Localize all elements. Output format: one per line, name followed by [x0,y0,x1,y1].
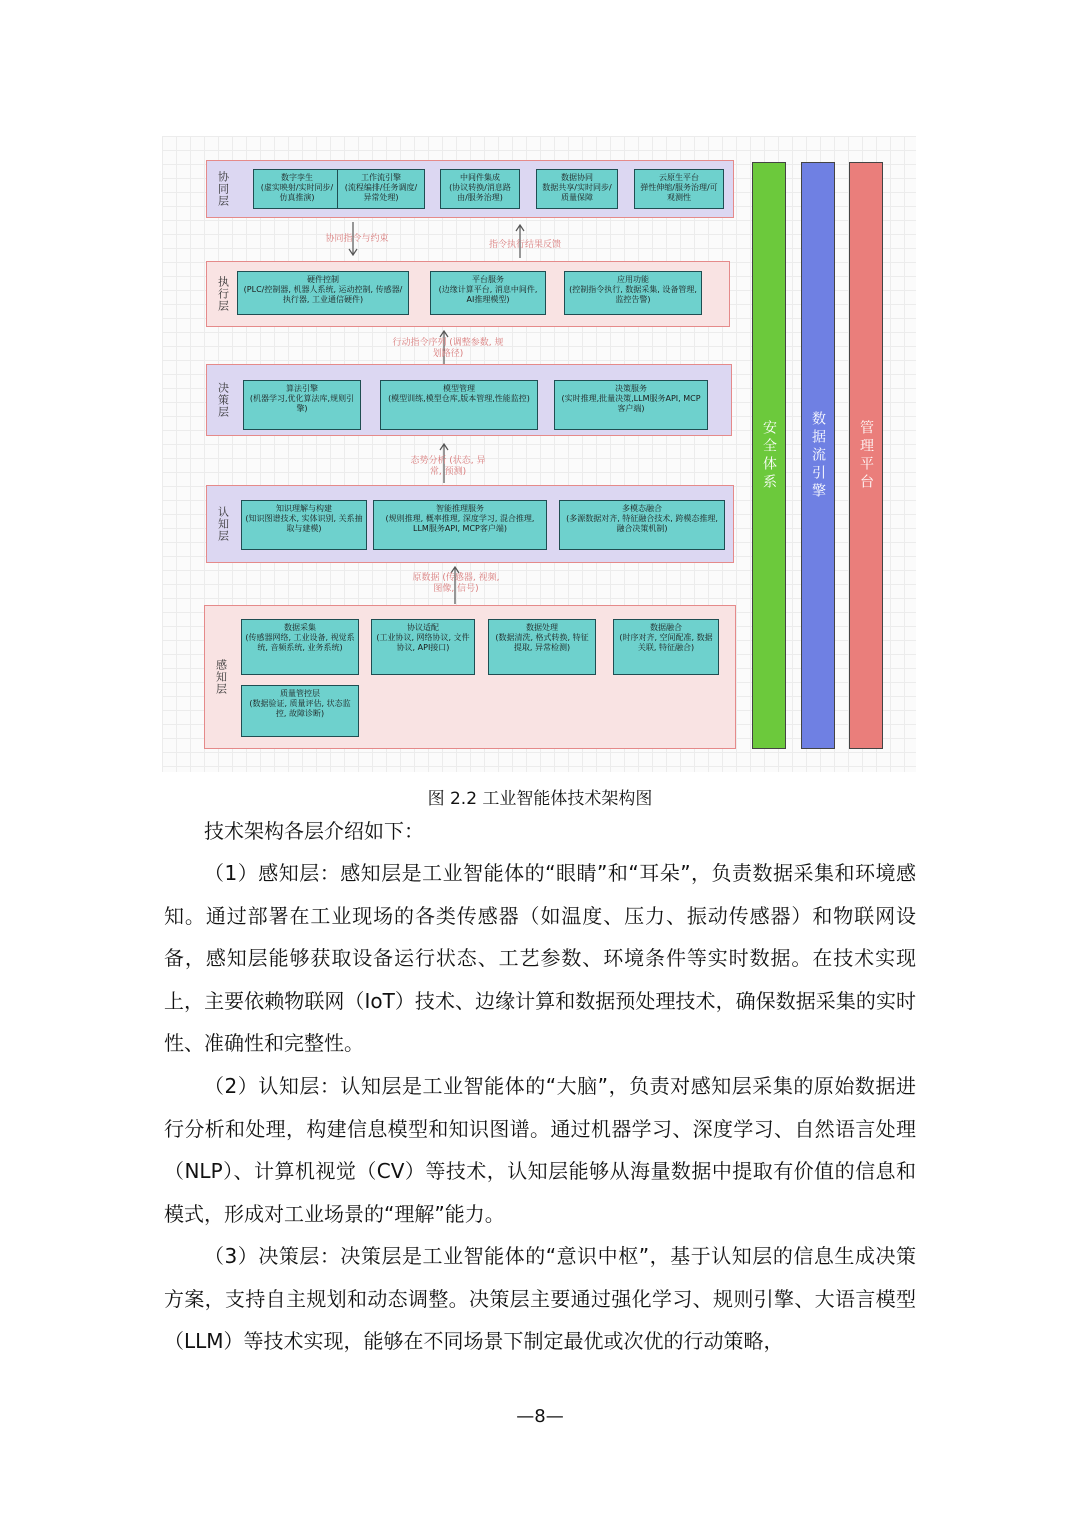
box-title: 模型管理 [443,384,475,393]
box-title: 中间件集成 [460,173,500,182]
box-data-collab [536,169,618,209]
box-title: 决策服务 [615,384,647,393]
box-desc: (知识图谱技术, 实体识别, 关系抽取与建模) [245,514,363,533]
pillar-label: 管理平台 [858,419,874,492]
layer-label: 决策层 [216,382,230,418]
box-title: 云原生平台 [659,173,699,182]
box-title: 算法引擎 [286,384,318,393]
box-desc: 弹性伸缩/服务治理/可观测性 [640,183,718,202]
flow-label-1: 协同指令与约束 [325,234,389,244]
box-desc: (数据验证, 质量评估, 状态监控, 故障诊断) [249,699,351,718]
box-title: 数据处理 [526,623,558,632]
box-data-fusion [613,619,719,675]
flow-label-5: 原数据 (传感器, 视频, 图像, 信号) [412,573,500,594]
box-multimodal [559,500,725,550]
box-desc: (机器学习,优化算法库,规则引擎) [249,394,355,413]
box-algorithm-engine [243,380,361,430]
box-data-processing [488,619,596,675]
box-title: 硬件控制 [307,275,339,284]
box-title: 数据融合 [650,623,682,632]
box-title: 多模态融合 [622,504,662,513]
layer-ganzhi [204,605,736,749]
box-app-function [564,271,702,315]
box-title: 平台服务 [472,275,504,284]
box-desc: (工业协议, 网络协议, 文件协议, API接口) [376,633,470,652]
paragraph-intro: 技术架构各层介绍如下： [204,819,424,843]
box-title: 工作流引擎 [361,173,401,182]
box-title: 协议适配 [407,623,439,632]
box-hardware-control [237,271,409,315]
box-title: 应用功能 [617,275,649,284]
box-data-collection [241,619,359,675]
box-desc: (数据清洗, 格式转换, 特征提取, 异常检测) [495,633,589,652]
pillar-dataflow [801,162,835,749]
pillar-management [849,162,883,749]
box-inference [373,500,547,550]
box-desc: (实时推理,批量决策,LLM服务API, MCP客户端) [561,394,701,413]
paragraph-text: （2）认知层：认知层是工业智能体的“大脑”，负责对感知层采集的原始数据进行分析和处理，构建信息模型和知识图谱。通过机器学习、深度学习、自然语言处理（NLP）、计算机视觉（CV）等技术，认知层能够从海量数据中提取有价值的信息和模式，形成对工业场景的“理解”能力。 [164,1074,916,1226]
box-desc: (边缘计算平台, 消息中间件, AI推理模型) [438,285,538,304]
flow-label-4: 态势分析 (状态, 异常, 预测) [410,456,486,477]
box-quality-control [241,685,359,737]
layer-xietong [206,160,734,218]
box-desc: (模型训练,模型仓库,版本管理,性能监控) [388,394,530,403]
architecture-diagram [162,136,916,772]
layer-label: 认知层 [216,506,230,542]
paragraph-text: （1）感知层：感知层是工业智能体的“眼睛”和“耳朵”，负责数据采集和环境感知。通过部署在工业现场的各类传感器（如温度、压力、振动传感器）和物联网设备，感知层能够获取设备运行状态、工艺参数、环境条件等实时数据。在技术实现上，主要依赖物联网（IoT）技术、边缘计算和数据预处理技术，确保数据采集的实时性、准确性和完整性。 [164,861,916,1055]
layer-juece [206,364,732,436]
box-title: 质量管控层 [280,689,320,698]
box-desc: 数据共享/实时同步/质量保障 [542,183,612,202]
box-desc: (PLC/控制器, 机器人系统, 运动控制, 传感器/执行器, 工业通信硬件) [243,285,403,304]
box-platform-service [430,271,546,315]
box-cloud-native [634,169,724,209]
flow-label-3: 行动指令序列 (调整参数, 规划路径) [392,338,504,359]
page-number: —8— [516,1406,564,1427]
box-decision-service [554,380,708,430]
box-middleware [440,169,520,209]
box-desc: (流程编排/任务调度/异常处理) [344,183,418,202]
box-desc: (传感器网络, 工业设备, 视觉系统, 音频系统, 业务系统) [245,633,355,652]
box-desc: (时序对齐, 空间配准, 数据关联, 特征融合) [619,633,713,652]
box-title: 数据协同 [561,173,593,182]
intro-paragraph [164,810,916,853]
box-digital-twin [253,169,341,209]
pillar-label: 安全体系 [761,419,777,492]
box-title: 智能推理服务 [436,504,484,513]
paragraph-decision [164,1235,916,1363]
box-desc: (协议转换/消息路由/服务治理) [449,183,511,202]
figure-caption: 图 2.2 工业智能体技术架构图 [427,789,653,809]
layer-zhixing [206,261,730,327]
box-protocol-adapter [371,619,475,675]
layer-renzhi [206,485,734,563]
flow-label-2: 指令执行结果反馈 [488,240,561,250]
box-desc: (控制指令执行, 数据采集, 设备管理, 监控告警) [569,285,697,304]
box-workflow-engine [337,169,425,209]
box-title: 知识理解与构建 [276,504,332,513]
box-desc: (规则推理, 概率推理, 深度学习, 混合推理, LLM服务API, MCP客户端) [385,514,535,533]
box-desc: (多源数据对齐, 特征融合技术, 跨模态推理, 融合决策机制) [566,514,718,533]
box-title: 数字孪生 [281,173,313,182]
box-model-management [380,380,538,430]
box-desc: (虚实映射/实时同步/仿真推演) [260,183,334,202]
box-title: 数据采集 [284,623,316,632]
pillar-label: 数据流引擎 [810,410,826,501]
layer-label: 感知层 [214,659,228,695]
layer-label: 执行层 [216,276,230,312]
paragraph-cognition [164,1065,916,1235]
layer-label: 协同层 [216,171,230,207]
paragraph-text: （3）决策层：决策层是工业智能体的“意识中枢”，基于认知层的信息生成决策方案，支持自主规划和动态调整。决策层主要通过强化学习、规则引擎、大语言模型（LLM）等技术实现，能够在不同场景下制定最优或次优的行动策略， [164,1244,916,1353]
box-knowledge [241,500,367,550]
pillar-security [752,162,786,749]
paragraph-perception [164,852,916,1065]
